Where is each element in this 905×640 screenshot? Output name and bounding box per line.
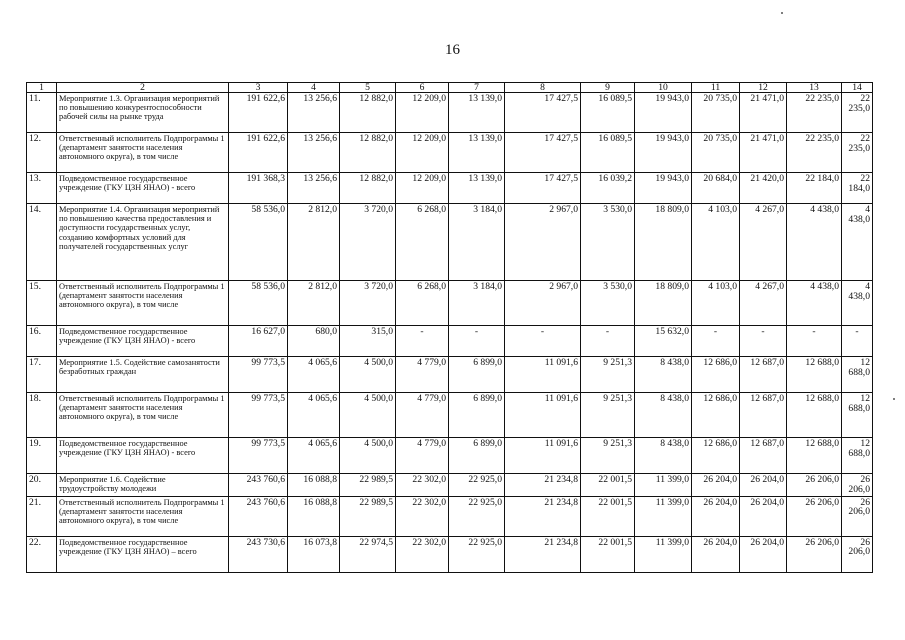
funding-value-cell: 21 471,0 <box>740 93 787 133</box>
funding-value-cell: 191 622,6 <box>229 133 288 173</box>
measure-name-cell: Ответственный исполнитель Подпрограммы 1 (департамент занятости населения автономного округа), в том числе <box>57 281 229 326</box>
measure-name-cell: Подведомственное государственное учреждение (ГКУ ЦЗН ЯНАО) - всего <box>57 438 229 474</box>
funding-value-cell: 6 899,0 <box>449 393 505 438</box>
funding-value-cell: - <box>842 326 873 357</box>
funding-value-cell: 6 899,0 <box>449 357 505 393</box>
funding-value-cell: 8 438,0 <box>635 438 692 474</box>
measure-name-cell: Мероприятие 1.6. Содействие трудоустройству молодежи <box>57 474 229 497</box>
funding-value-cell: 22 001,5 <box>581 536 635 572</box>
column-number-header: 14 <box>842 83 873 93</box>
column-number-header: 4 <box>288 83 340 93</box>
funding-value-cell: 6 268,0 <box>396 204 449 281</box>
funding-value-cell: 12 687,0 <box>740 393 787 438</box>
funding-value-cell: 2 812,0 <box>288 204 340 281</box>
funding-value-cell: 4 103,0 <box>692 281 740 326</box>
funding-value-cell: 26 206,0 <box>787 496 842 536</box>
column-number-header: 5 <box>340 83 396 93</box>
funding-value-cell: - <box>449 326 505 357</box>
funding-value-cell: 18 809,0 <box>635 204 692 281</box>
column-number-header: 8 <box>505 83 581 93</box>
funding-value-cell: 20 735,0 <box>692 93 740 133</box>
funding-value-cell: 21 420,0 <box>740 173 787 204</box>
funding-value-cell: 12 686,0 <box>692 357 740 393</box>
table-row <box>27 474 873 497</box>
funding-value-cell: 26 206,0 <box>787 536 842 572</box>
funding-value-cell: 243 760,6 <box>229 496 288 536</box>
funding-value-cell: 22 925,0 <box>449 496 505 536</box>
funding-value-cell: 13 256,6 <box>288 173 340 204</box>
funding-value-cell: 315,0 <box>340 326 396 357</box>
funding-value-cell: 11 399,0 <box>635 496 692 536</box>
funding-value-cell: 21 234,8 <box>505 496 581 536</box>
funding-value-cell: 26 206,0 <box>787 474 842 497</box>
measure-name-cell: Подведомственное государственное учреждение (ГКУ ЦЗН ЯНАО) - всего <box>57 173 229 204</box>
funding-value-cell: 20 684,0 <box>692 173 740 204</box>
funding-value-cell: 12 688,0 <box>842 357 873 393</box>
funding-value-cell: 16 088,8 <box>288 474 340 497</box>
funding-value-cell: 12 688,0 <box>842 393 873 438</box>
row-number-cell: 13. <box>27 173 57 204</box>
measure-name-cell: Мероприятие 1.4. Организация мероприятий по повышению качества предоставления и доступности государственных услуг, созданию комфортных условий для получателей государственных услуг <box>57 204 229 281</box>
table-row <box>27 536 873 572</box>
column-number-header: 2 <box>57 83 229 93</box>
funding-value-cell: - <box>505 326 581 357</box>
funding-value-cell: 58 536,0 <box>229 281 288 326</box>
column-number-header: 9 <box>581 83 635 93</box>
column-number-header: 10 <box>635 83 692 93</box>
funding-value-cell: 22 302,0 <box>396 536 449 572</box>
funding-value-cell: 26 206,0 <box>842 496 873 536</box>
funding-value-cell: 12 686,0 <box>692 393 740 438</box>
funding-value-cell: 22 302,0 <box>396 474 449 497</box>
funding-value-cell: 9 251,3 <box>581 357 635 393</box>
funding-value-cell: 26 206,0 <box>842 536 873 572</box>
funding-value-cell: 19 943,0 <box>635 133 692 173</box>
funding-value-cell: 12 209,0 <box>396 93 449 133</box>
measure-name-cell: Подведомственное государственное учреждение (ГКУ ЦЗН ЯНАО) - всего <box>57 326 229 357</box>
funding-value-cell: 12 687,0 <box>740 438 787 474</box>
funding-value-cell: 680,0 <box>288 326 340 357</box>
funding-value-cell: 12 687,0 <box>740 357 787 393</box>
funding-value-cell: 4 267,0 <box>740 281 787 326</box>
funding-value-cell: 12 688,0 <box>787 393 842 438</box>
funding-value-cell: 16 039,2 <box>581 173 635 204</box>
table-row <box>27 133 873 173</box>
column-number-header: 7 <box>449 83 505 93</box>
row-number-cell: 20. <box>27 474 57 497</box>
funding-value-cell: 22 302,0 <box>396 496 449 536</box>
row-number-cell: 18. <box>27 393 57 438</box>
funding-value-cell: 3 530,0 <box>581 204 635 281</box>
funding-value-cell: 6 268,0 <box>396 281 449 326</box>
funding-value-cell: 4 065,6 <box>288 393 340 438</box>
funding-value-cell: 16 089,5 <box>581 93 635 133</box>
funding-value-cell: 22 001,5 <box>581 474 635 497</box>
funding-value-cell: - <box>692 326 740 357</box>
funding-value-cell: 12 686,0 <box>692 438 740 474</box>
row-number-cell: 15. <box>27 281 57 326</box>
funding-value-cell: 4 103,0 <box>692 204 740 281</box>
funding-value-cell: 191 368,3 <box>229 173 288 204</box>
funding-value-cell: 16 627,0 <box>229 326 288 357</box>
table-row <box>27 281 873 326</box>
budget-table <box>26 82 873 573</box>
funding-value-cell: 8 438,0 <box>635 357 692 393</box>
funding-value-cell: 4 779,0 <box>396 438 449 474</box>
funding-value-cell: 11 091,6 <box>505 357 581 393</box>
row-number-cell: 17. <box>27 357 57 393</box>
funding-value-cell: 22 184,0 <box>787 173 842 204</box>
funding-value-cell: 22 989,5 <box>340 474 396 497</box>
funding-value-cell: - <box>396 326 449 357</box>
row-number-cell: 22. <box>27 536 57 572</box>
funding-value-cell: 16 088,8 <box>288 496 340 536</box>
table-row <box>27 357 873 393</box>
funding-value-cell: 22 925,0 <box>449 474 505 497</box>
measure-name-cell: Ответственный исполнитель Подпрограммы 1 (департамент занятости населения автономного округа), в том числе <box>57 133 229 173</box>
funding-value-cell: 191 622,6 <box>229 93 288 133</box>
funding-value-cell: 4 779,0 <box>396 357 449 393</box>
table-row <box>27 438 873 474</box>
funding-value-cell: 22 184,0 <box>842 173 873 204</box>
funding-value-cell: 19 943,0 <box>635 173 692 204</box>
funding-value-cell: 17 427,5 <box>505 133 581 173</box>
funding-value-cell: 2 967,0 <box>505 204 581 281</box>
funding-value-cell: 26 204,0 <box>740 474 787 497</box>
funding-value-cell: 4 065,6 <box>288 357 340 393</box>
funding-value-cell: 16 089,5 <box>581 133 635 173</box>
funding-value-cell: 243 730,6 <box>229 536 288 572</box>
funding-value-cell: 17 427,5 <box>505 173 581 204</box>
page-number: 16 <box>445 42 460 58</box>
funding-value-cell: 19 943,0 <box>635 93 692 133</box>
funding-value-cell: 22 989,5 <box>340 496 396 536</box>
funding-value-cell: 13 139,0 <box>449 133 505 173</box>
funding-value-cell: 11 399,0 <box>635 536 692 572</box>
funding-value-cell: 3 530,0 <box>581 281 635 326</box>
funding-value-cell: 22 001,5 <box>581 496 635 536</box>
funding-value-cell: 8 438,0 <box>635 393 692 438</box>
funding-value-cell: 20 735,0 <box>692 133 740 173</box>
table-body <box>27 93 873 573</box>
funding-value-cell: 4 267,0 <box>740 204 787 281</box>
column-number-header: 11 <box>692 83 740 93</box>
funding-value-cell: 4 438,0 <box>842 204 873 281</box>
funding-value-cell: 4 065,6 <box>288 438 340 474</box>
column-number-header: 1 <box>27 83 57 93</box>
funding-value-cell: 22 235,0 <box>842 133 873 173</box>
funding-value-cell: 22 974,5 <box>340 536 396 572</box>
funding-value-cell: 26 204,0 <box>740 536 787 572</box>
row-number-cell: 12. <box>27 133 57 173</box>
funding-value-cell: 12 688,0 <box>787 357 842 393</box>
funding-value-cell: 12 882,0 <box>340 133 396 173</box>
funding-value-cell: 9 251,3 <box>581 393 635 438</box>
scan-speck <box>893 398 895 400</box>
scan-speck <box>781 12 783 14</box>
funding-value-cell: 12 688,0 <box>842 438 873 474</box>
funding-value-cell: 12 688,0 <box>787 438 842 474</box>
funding-value-cell: 13 139,0 <box>449 93 505 133</box>
funding-value-cell: 12 882,0 <box>340 93 396 133</box>
funding-value-cell: 21 471,0 <box>740 133 787 173</box>
row-number-cell: 19. <box>27 438 57 474</box>
funding-value-cell: 22 925,0 <box>449 536 505 572</box>
measure-name-cell: Мероприятие 1.5. Содействие самозанятости безработных граждан <box>57 357 229 393</box>
row-number-cell: 14. <box>27 204 57 281</box>
funding-value-cell: 13 256,6 <box>288 93 340 133</box>
table-row <box>27 393 873 438</box>
funding-value-cell: 58 536,0 <box>229 204 288 281</box>
funding-value-cell: 4 779,0 <box>396 393 449 438</box>
funding-value-cell: 99 773,5 <box>229 393 288 438</box>
funding-value-cell: 99 773,5 <box>229 357 288 393</box>
funding-value-cell: 22 235,0 <box>787 133 842 173</box>
column-number-header: 12 <box>740 83 787 93</box>
table-row <box>27 204 873 281</box>
funding-value-cell: 11 399,0 <box>635 474 692 497</box>
funding-value-cell: - <box>787 326 842 357</box>
funding-value-cell: 26 204,0 <box>692 474 740 497</box>
funding-value-cell: 13 139,0 <box>449 173 505 204</box>
funding-value-cell: 6 899,0 <box>449 438 505 474</box>
measure-name-cell: Ответственный исполнитель Подпрограммы 1 (департамент занятости населения автономного округа), в том числе <box>57 496 229 536</box>
funding-value-cell: 9 251,3 <box>581 438 635 474</box>
funding-value-cell: 18 809,0 <box>635 281 692 326</box>
funding-value-cell: 2 967,0 <box>505 281 581 326</box>
funding-value-cell: 13 256,6 <box>288 133 340 173</box>
funding-value-cell: 4 438,0 <box>787 281 842 326</box>
row-number-cell: 21. <box>27 496 57 536</box>
funding-value-cell: 4 500,0 <box>340 357 396 393</box>
funding-value-cell: 16 073,8 <box>288 536 340 572</box>
column-number-header: 3 <box>229 83 288 93</box>
funding-value-cell: 3 184,0 <box>449 204 505 281</box>
funding-value-cell: 26 204,0 <box>692 496 740 536</box>
table-row <box>27 496 873 536</box>
funding-value-cell: 11 091,6 <box>505 438 581 474</box>
funding-value-cell: 99 773,5 <box>229 438 288 474</box>
column-number-header-row <box>27 83 873 93</box>
funding-value-cell: 3 720,0 <box>340 281 396 326</box>
funding-value-cell: 21 234,8 <box>505 536 581 572</box>
funding-value-cell: 4 438,0 <box>842 281 873 326</box>
funding-value-cell: 2 812,0 <box>288 281 340 326</box>
funding-value-cell: 12 882,0 <box>340 173 396 204</box>
column-number-header: 13 <box>787 83 842 93</box>
table-row <box>27 93 873 133</box>
funding-value-cell: - <box>740 326 787 357</box>
table-row <box>27 173 873 204</box>
funding-value-cell: 26 206,0 <box>842 474 873 497</box>
funding-value-cell: 15 632,0 <box>635 326 692 357</box>
funding-value-cell: 3 184,0 <box>449 281 505 326</box>
funding-value-cell: 243 760,6 <box>229 474 288 497</box>
funding-value-cell: 26 204,0 <box>740 496 787 536</box>
funding-value-cell: 12 209,0 <box>396 133 449 173</box>
table-row <box>27 326 873 357</box>
measure-name-cell: Ответственный исполнитель Подпрограммы 1 (департамент занятости населения автономного округа), в том числе <box>57 393 229 438</box>
column-number-header: 6 <box>396 83 449 93</box>
funding-value-cell: 4 500,0 <box>340 438 396 474</box>
funding-value-cell: 26 204,0 <box>692 536 740 572</box>
funding-value-cell: 11 091,6 <box>505 393 581 438</box>
funding-value-cell: 12 209,0 <box>396 173 449 204</box>
funding-value-cell: 17 427,5 <box>505 93 581 133</box>
row-number-cell: 11. <box>27 93 57 133</box>
row-number-cell: 16. <box>27 326 57 357</box>
funding-value-cell: 3 720,0 <box>340 204 396 281</box>
measure-name-cell: Подведомственное государственное учреждение (ГКУ ЦЗН ЯНАО) – всего <box>57 536 229 572</box>
funding-value-cell: 22 235,0 <box>787 93 842 133</box>
measure-name-cell: Мероприятие 1.3. Организация мероприятий по повышению конкурентоспособности рабочей силы на рынке труда <box>57 93 229 133</box>
funding-value-cell: 4 438,0 <box>787 204 842 281</box>
funding-value-cell: 21 234,8 <box>505 474 581 497</box>
funding-value-cell: 22 235,0 <box>842 93 873 133</box>
funding-value-cell: - <box>581 326 635 357</box>
funding-value-cell: 4 500,0 <box>340 393 396 438</box>
